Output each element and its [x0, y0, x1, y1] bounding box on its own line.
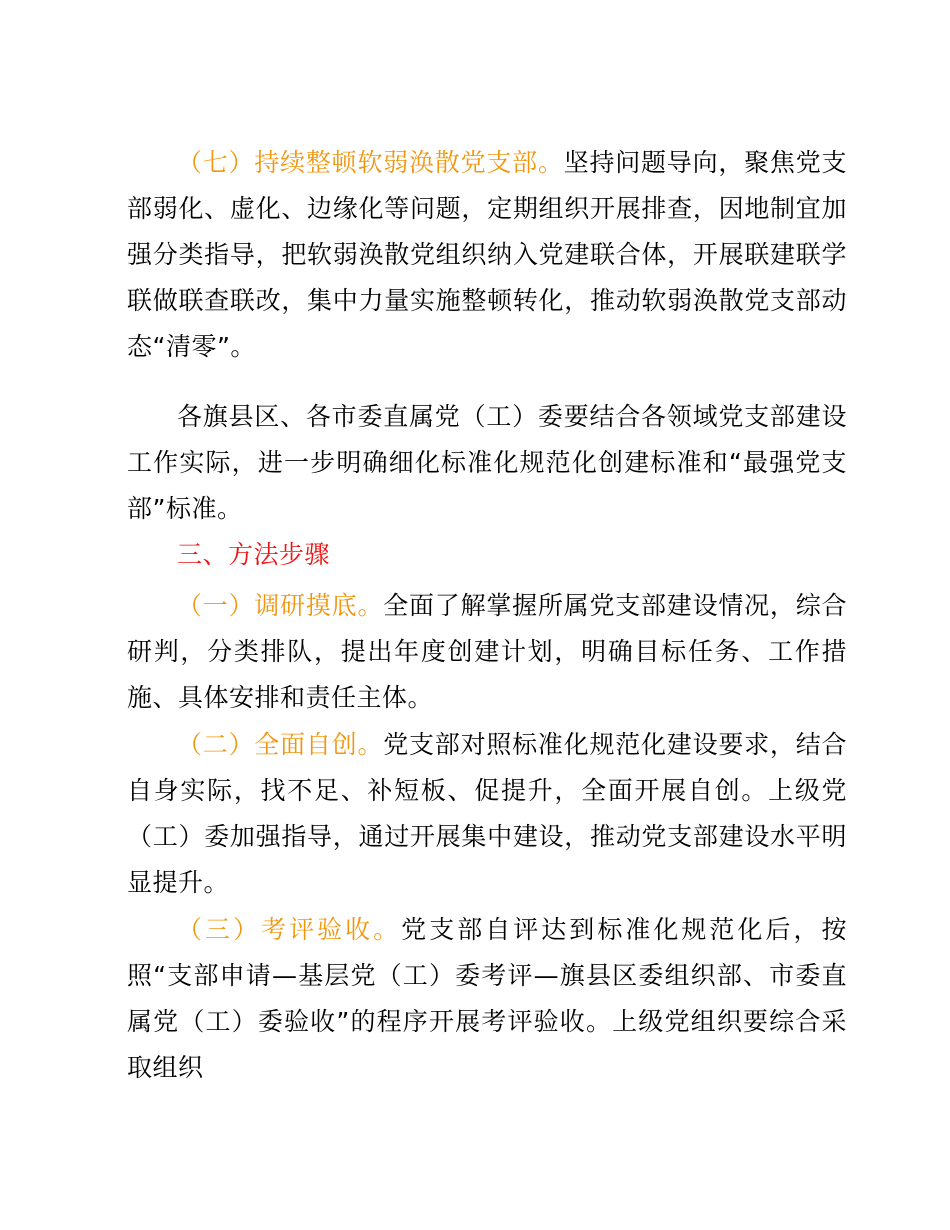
paragraph-standards-requirement [127, 394, 847, 532]
paragraph-body: 党支部自评达到标准化规范化后，按照“支部申请—基层党（工）委考评—旗县区委组织部、市委直属党（工）委验收”的程序开展考评验收。上级党组织要综合采取组织 [127, 915, 847, 1082]
section-heading-methods-steps: 三、方法步骤 [177, 540, 331, 569]
paragraph-lead-heading: （三）考评验收。 [177, 915, 402, 944]
paragraph-body: 党支部对照标准化规范化建设要求，结合自身实际，找不足、补短板、促提升，全面开展自创。上级党（工）委加强指导，通过开展集中建设，推动党支部建设水平明显提升。 [127, 730, 847, 897]
paragraph-body: 各旗县区、各市委直属党（工）委要结合各领域党支部建设工作实际，进一步明确细化标准化规范化创建标准和“最强党支部”标准。 [127, 402, 847, 523]
paragraph-lead-heading: （七）持续整顿软弱涣散党支部。 [177, 148, 564, 177]
paragraph-body: 坚持问题导向，聚焦党支部弱化、虚化、边缘化等问题，定期组织开展排查，因地制宜加强分类指导，把软弱涣散党组织纳入党建联合体，开展联建联学联做联查联改，集中力量实施整顿转化，推动软弱涣散党支部动态“清零”。 [127, 148, 847, 361]
paragraph-self-creation [127, 722, 847, 906]
paragraph-body: 全面了解掌握所属党支部建设情况，综合研判，分类排队，提出年度创建计划，明确目标任务、工作措施、具体安排和责任主体。 [127, 591, 847, 712]
paragraph-lead-heading: （二）全面自创。 [177, 730, 384, 759]
paragraph-lead-heading: （一）调研摸底。 [177, 591, 384, 620]
paragraph-rectify-weak-branches [127, 140, 847, 370]
paragraph-survey [127, 583, 847, 721]
paragraph-evaluation-acceptance [127, 907, 847, 1091]
